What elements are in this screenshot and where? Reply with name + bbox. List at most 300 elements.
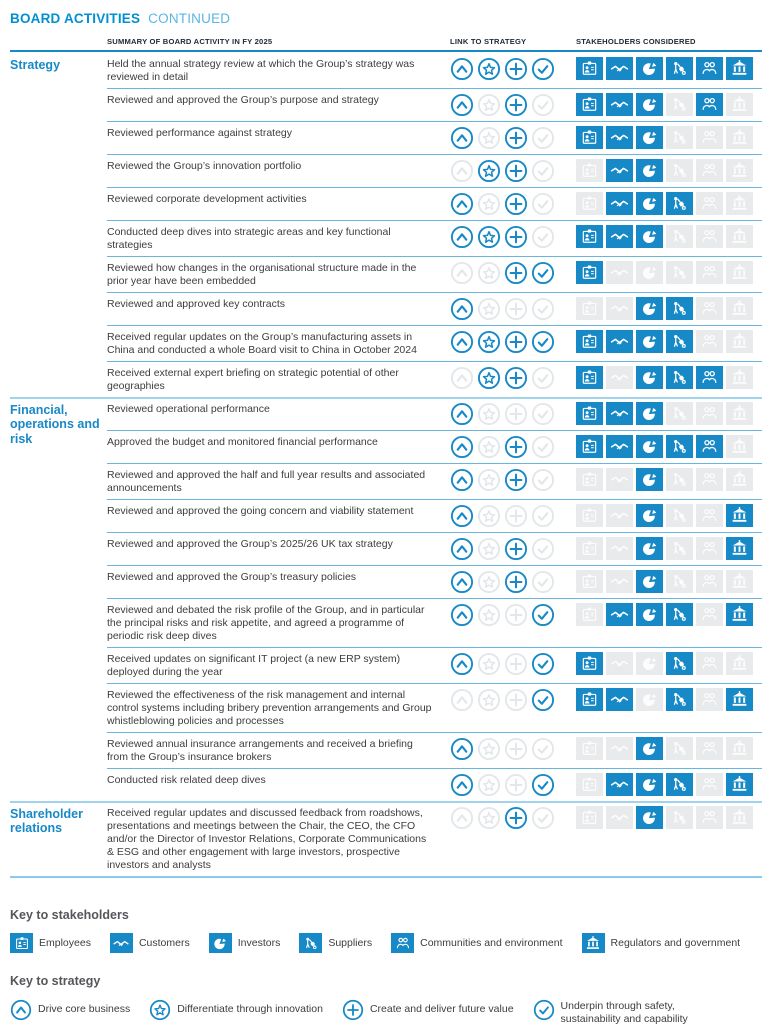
investors-icon: [636, 159, 663, 182]
suppliers-icon: [666, 366, 693, 389]
differentiate-through-innovation-icon: [477, 192, 501, 216]
investors-icon: [636, 806, 663, 829]
header-summary: SUMMARY OF BOARD ACTIVITY IN FY 2025: [107, 37, 273, 46]
regulators-and-government-icon: [726, 603, 753, 626]
drive-core-business-icon: [450, 366, 474, 390]
underpin-through-safety-icon: [531, 57, 555, 81]
link-to-strategy-icons: [450, 570, 576, 594]
stakeholders-considered-icons: [576, 688, 762, 711]
drive-core-business-icon: [450, 737, 474, 761]
customers-icon: [606, 261, 633, 284]
activity-summary: Reviewed and approved the going concern and viability statement: [107, 504, 414, 517]
customers-icon: [606, 159, 633, 182]
link-to-strategy-icons: [450, 330, 576, 354]
activity-summary: Reviewed the effectiveness of the risk management and internal control systems including bribery prevention arrangements and Group whistleblowing policies and processes: [107, 688, 432, 727]
create-and-deliver-future-value-icon: [504, 330, 528, 354]
keys-section: [10, 908, 762, 1024]
drive-core-business-icon: [450, 159, 474, 183]
table-row: [10, 499, 762, 532]
communities-and-environment-icon: [696, 330, 723, 353]
link-to-strategy-icons: [450, 504, 576, 528]
create-and-deliver-future-value-icon: [504, 570, 528, 594]
create-and-deliver-future-value-icon: [504, 737, 528, 761]
differentiate-through-innovation-icon: [477, 737, 501, 761]
investors-icon: [636, 330, 663, 353]
activity-summary: Reviewed and approved the Group’s treasury policies: [107, 570, 357, 583]
activity-summary: Reviewed how changes in the organisational structure made in the prior year have been embedded: [107, 261, 417, 287]
table-row: [10, 463, 762, 499]
create-and-deliver-future-value-icon: [504, 504, 528, 528]
employees-icon: [576, 806, 603, 829]
stakeholders-considered-icons: [576, 806, 762, 829]
investors-icon: [636, 126, 663, 149]
table-row: [10, 187, 762, 220]
activity-summary: Received updates on significant IT project (a new ERP system) deployed during the year: [107, 652, 401, 678]
differentiate-through-innovation-icon: [477, 225, 501, 249]
differentiate-through-innovation-icon: [477, 159, 501, 183]
table-row: [10, 52, 762, 88]
suppliers-icon: [299, 933, 322, 953]
customers-icon: [606, 773, 633, 796]
strategy-key-item: [149, 999, 323, 1021]
stakeholders-considered-icons: [576, 192, 762, 215]
create-and-deliver-future-value-icon: [504, 603, 528, 627]
communities-and-environment-icon: [696, 402, 723, 425]
customers-icon: [606, 126, 633, 149]
suppliers-icon: [666, 402, 693, 425]
suppliers-icon: [666, 468, 693, 491]
employees-icon: [576, 570, 603, 593]
create-and-deliver-future-value-icon: [504, 468, 528, 492]
strategy-key-label: Differentiate through innovation: [177, 1003, 323, 1016]
suppliers-icon: [666, 330, 693, 353]
key-to-stakeholders-title: Key to stakeholders: [10, 908, 129, 923]
differentiate-through-innovation-icon: [477, 261, 501, 285]
activity-summary: Held the annual strategy review at which the Group’s strategy was reviewed in detail: [107, 57, 415, 83]
regulators-and-government-icon: [726, 468, 753, 491]
link-to-strategy-icons: [450, 652, 576, 676]
table-row: [10, 801, 762, 876]
investors-icon: [636, 297, 663, 320]
drive-core-business-icon: [450, 603, 474, 627]
activity-summary: Reviewed operational performance: [107, 402, 270, 415]
create-and-deliver-future-value-icon: [504, 402, 528, 426]
communities-and-environment-icon: [696, 688, 723, 711]
underpin-through-safety-icon: [531, 603, 555, 627]
link-to-strategy-icons: [450, 468, 576, 492]
strategy-key-item: [10, 999, 130, 1021]
regulators-and-government-icon: [726, 192, 753, 215]
customers-icon: [606, 504, 633, 527]
stakeholders-considered-icons: [576, 159, 762, 182]
suppliers-icon: [666, 688, 693, 711]
link-to-strategy-icons: [450, 603, 576, 627]
drive-core-business-icon: [10, 999, 32, 1021]
link-to-strategy-icons: [450, 688, 576, 712]
drive-core-business-icon: [450, 806, 474, 830]
create-and-deliver-future-value-icon: [342, 999, 364, 1021]
section-label: Financial, operations and risk: [10, 402, 100, 446]
create-and-deliver-future-value-icon: [504, 773, 528, 797]
create-and-deliver-future-value-icon: [504, 93, 528, 117]
communities-and-environment-icon: [696, 93, 723, 116]
activity-summary: Reviewed and debated the risk profile of the Group, and in particular the principal risks and risk appetite, and agreed a programme of periodic risk deep dives: [107, 603, 425, 642]
suppliers-icon: [666, 297, 693, 320]
communities-and-environment-icon: [696, 192, 723, 215]
suppliers-icon: [666, 737, 693, 760]
communities-and-environment-icon: [696, 297, 723, 320]
create-and-deliver-future-value-icon: [504, 57, 528, 81]
create-and-deliver-future-value-icon: [504, 225, 528, 249]
investors-icon: [636, 688, 663, 711]
drive-core-business-icon: [450, 225, 474, 249]
drive-core-business-icon: [450, 570, 474, 594]
create-and-deliver-future-value-icon: [504, 652, 528, 676]
suppliers-icon: [666, 126, 693, 149]
regulators-and-government-icon: [726, 297, 753, 320]
employees-icon: [576, 652, 603, 675]
investors-icon: [636, 93, 663, 116]
strategy-key-row: [10, 999, 762, 1024]
regulators-and-government-icon: [726, 225, 753, 248]
link-to-strategy-icons: [450, 806, 576, 830]
stakeholder-key-label: Employees: [39, 937, 91, 950]
underpin-through-safety-icon: [531, 504, 555, 528]
activity-summary: Conducted risk related deep dives: [107, 773, 266, 786]
customers-icon: [606, 225, 633, 248]
underpin-through-safety-icon: [531, 773, 555, 797]
table-row: [10, 532, 762, 565]
underpin-through-safety-icon: [531, 330, 555, 354]
differentiate-through-innovation-icon: [477, 366, 501, 390]
drive-core-business-icon: [450, 468, 474, 492]
regulators-and-government-icon: [726, 652, 753, 675]
stakeholder-key-item: [110, 933, 190, 953]
customers-icon: [606, 402, 633, 425]
regulators-and-government-icon: [726, 570, 753, 593]
suppliers-icon: [666, 570, 693, 593]
drive-core-business-icon: [450, 435, 474, 459]
differentiate-through-innovation-icon: [477, 504, 501, 528]
regulators-and-government-icon: [726, 402, 753, 425]
strategy-key-item: [533, 999, 713, 1024]
employees-icon: [576, 537, 603, 560]
differentiate-through-innovation-icon: [477, 435, 501, 459]
investors-icon: [636, 603, 663, 626]
stakeholder-key-item: [10, 933, 91, 953]
link-to-strategy-icons: [450, 737, 576, 761]
customers-icon: [606, 93, 633, 116]
board-activities-table: [10, 35, 762, 878]
drive-core-business-icon: [450, 330, 474, 354]
underpin-through-safety-icon: [531, 402, 555, 426]
drive-core-business-icon: [450, 402, 474, 426]
header-spacer: [10, 38, 107, 46]
underpin-through-safety-icon: [531, 570, 555, 594]
stakeholder-key-item: [209, 933, 281, 953]
differentiate-through-innovation-icon: [477, 93, 501, 117]
underpin-through-safety-icon: [531, 126, 555, 150]
communities-and-environment-icon: [696, 806, 723, 829]
header-stakeholders: STAKEHOLDERS CONSIDERED: [576, 37, 696, 46]
activity-summary: Reviewed the Group’s innovation portfolio: [107, 159, 302, 172]
strategy-key-label: Drive core business: [38, 1003, 131, 1016]
employees-icon: [576, 504, 603, 527]
differentiate-through-innovation-icon: [477, 297, 501, 321]
drive-core-business-icon: [450, 93, 474, 117]
underpin-through-safety-icon: [531, 652, 555, 676]
drive-core-business-icon: [450, 537, 474, 561]
employees-icon: [576, 261, 603, 284]
underpin-through-safety-icon: [531, 537, 555, 561]
regulators-and-government-icon: [726, 806, 753, 829]
customers-icon: [606, 57, 633, 80]
activity-summary: Reviewed and approved key contracts: [107, 297, 286, 310]
regulators-and-government-icon: [726, 330, 753, 353]
drive-core-business-icon: [450, 192, 474, 216]
table-row: [10, 361, 762, 397]
suppliers-icon: [666, 504, 693, 527]
differentiate-through-innovation-icon: [477, 57, 501, 81]
page-title: [10, 11, 762, 26]
communities-and-environment-icon: [696, 504, 723, 527]
customers-icon: [606, 435, 633, 458]
employees-icon: [10, 933, 33, 953]
regulators-and-government-icon: [726, 261, 753, 284]
employees-icon: [576, 603, 603, 626]
employees-icon: [576, 297, 603, 320]
differentiate-through-innovation-icon: [477, 773, 501, 797]
underpin-through-safety-icon: [531, 297, 555, 321]
stakeholders-considered-icons: [576, 330, 762, 353]
activity-summary: Reviewed performance against strategy: [107, 126, 293, 139]
table-row: [10, 732, 762, 768]
create-and-deliver-future-value-icon: [504, 261, 528, 285]
drive-core-business-icon: [450, 297, 474, 321]
stakeholders-considered-icons: [576, 366, 762, 389]
stakeholders-considered-icons: [576, 652, 762, 675]
investors-icon: [636, 261, 663, 284]
drive-core-business-icon: [450, 773, 474, 797]
regulators-and-government-icon: [726, 366, 753, 389]
communities-and-environment-icon: [696, 366, 723, 389]
investors-icon: [636, 504, 663, 527]
create-and-deliver-future-value-icon: [504, 366, 528, 390]
suppliers-icon: [666, 603, 693, 626]
investors-icon: [636, 537, 663, 560]
differentiate-through-innovation-icon: [477, 570, 501, 594]
communities-and-environment-icon: [696, 570, 723, 593]
activity-summary: Reviewed corporate development activities: [107, 192, 307, 205]
table-row: [10, 598, 762, 647]
regulators-and-government-icon: [726, 435, 753, 458]
underpin-through-safety-icon: [531, 435, 555, 459]
activity-summary: Reviewed and approved the Group’s purpose and strategy: [107, 93, 379, 106]
differentiate-through-innovation-icon: [477, 603, 501, 627]
underpin-through-safety-icon: [531, 93, 555, 117]
employees-icon: [576, 773, 603, 796]
suppliers-icon: [666, 159, 693, 182]
create-and-deliver-future-value-icon: [504, 126, 528, 150]
section-label: Shareholder relations: [10, 806, 83, 836]
regulators-and-government-icon: [582, 933, 605, 953]
stakeholder-key-item: [299, 933, 372, 953]
strategy-key-item: [342, 999, 514, 1021]
table-row: [10, 256, 762, 292]
stakeholders-considered-icons: [576, 435, 762, 458]
stakeholders-considered-icons: [576, 297, 762, 320]
drive-core-business-icon: [450, 504, 474, 528]
customers-icon: [606, 570, 633, 593]
communities-and-environment-icon: [696, 435, 723, 458]
stakeholder-key-label: Communities and environment: [420, 937, 563, 950]
suppliers-icon: [666, 773, 693, 796]
customers-icon: [606, 688, 633, 711]
differentiate-through-innovation-icon: [477, 330, 501, 354]
page-title-continued: CONTINUED: [148, 11, 231, 26]
create-and-deliver-future-value-icon: [504, 806, 528, 830]
investors-icon: [636, 366, 663, 389]
table-row: [10, 430, 762, 463]
create-and-deliver-future-value-icon: [504, 435, 528, 459]
create-and-deliver-future-value-icon: [504, 688, 528, 712]
strategy-key-label: Underpin through safety, sustainability and capability: [560, 1000, 688, 1024]
stakeholders-considered-icons: [576, 93, 762, 116]
underpin-through-safety-icon: [533, 999, 555, 1021]
link-to-strategy-icons: [450, 93, 576, 117]
underpin-through-safety-icon: [531, 737, 555, 761]
customers-icon: [606, 297, 633, 320]
customers-icon: [110, 933, 133, 953]
regulators-and-government-icon: [726, 57, 753, 80]
differentiate-through-innovation-icon: [477, 806, 501, 830]
investors-icon: [636, 402, 663, 425]
stakeholder-key-label: Suppliers: [328, 937, 373, 950]
table-row: [10, 292, 762, 325]
investors-icon: [636, 773, 663, 796]
employees-icon: [576, 330, 603, 353]
suppliers-icon: [666, 57, 693, 80]
stakeholders-considered-icons: [576, 225, 762, 248]
employees-icon: [576, 468, 603, 491]
customers-icon: [606, 737, 633, 760]
activity-summary: Approved the budget and monitored financial performance: [107, 435, 378, 448]
create-and-deliver-future-value-icon: [504, 537, 528, 561]
employees-icon: [576, 93, 603, 116]
differentiate-through-innovation-icon: [477, 126, 501, 150]
communities-and-environment-icon: [696, 225, 723, 248]
suppliers-icon: [666, 192, 693, 215]
stakeholders-considered-icons: [576, 773, 762, 796]
link-to-strategy-icons: [450, 366, 576, 390]
stakeholders-key-row: [10, 933, 762, 953]
stakeholders-considered-icons: [576, 504, 762, 527]
table-row: [10, 220, 762, 256]
suppliers-icon: [666, 537, 693, 560]
stakeholders-considered-icons: [576, 57, 762, 80]
underpin-through-safety-icon: [531, 688, 555, 712]
strategy-key-label: Create and deliver future value: [369, 1003, 514, 1016]
employees-icon: [576, 435, 603, 458]
regulators-and-government-icon: [726, 537, 753, 560]
suppliers-icon: [666, 652, 693, 675]
drive-core-business-icon: [450, 57, 474, 81]
stakeholders-considered-icons: [576, 126, 762, 149]
table-row: [10, 121, 762, 154]
suppliers-icon: [666, 435, 693, 458]
differentiate-through-innovation-icon: [149, 999, 171, 1021]
stakeholders-considered-icons: [576, 402, 762, 425]
differentiate-through-innovation-icon: [477, 688, 501, 712]
investors-icon: [636, 570, 663, 593]
link-to-strategy-icons: [450, 192, 576, 216]
differentiate-through-innovation-icon: [477, 468, 501, 492]
activity-summary: Received regular updates and discussed feedback from roadshows, presentations and meetings between the Chair, the CEO, the CFO and/or the Director of Investor Relations, Corporate Communications & ESG and other engagement with large investors, prospective investors and analysts: [107, 806, 427, 871]
underpin-through-safety-icon: [531, 366, 555, 390]
customers-icon: [606, 652, 633, 675]
drive-core-business-icon: [450, 261, 474, 285]
differentiate-through-innovation-icon: [477, 402, 501, 426]
table-row: [10, 325, 762, 361]
customers-icon: [606, 603, 633, 626]
investors-icon: [636, 435, 663, 458]
communities-and-environment-icon: [696, 261, 723, 284]
link-to-strategy-icons: [450, 261, 576, 285]
investors-icon: [636, 225, 663, 248]
link-to-strategy-icons: [450, 537, 576, 561]
investors-icon: [636, 468, 663, 491]
employees-icon: [576, 688, 603, 711]
stakeholder-key-item: [391, 933, 562, 953]
link-to-strategy-icons: [450, 402, 576, 426]
link-to-strategy-icons: [450, 297, 576, 321]
activity-summary: Received regular updates on the Group’s manufacturing assets in China and conducted a whole Board visit to China in October 2024: [107, 330, 417, 356]
stakeholder-key-label: Investors: [237, 937, 281, 950]
link-to-strategy-icons: [450, 159, 576, 183]
communities-and-environment-icon: [696, 737, 723, 760]
communities-and-environment-icon: [696, 159, 723, 182]
table-row: [10, 154, 762, 187]
table-row: [10, 683, 762, 732]
underpin-through-safety-icon: [531, 159, 555, 183]
page-title-main: BOARD ACTIVITIES: [10, 11, 141, 26]
communities-and-environment-icon: [696, 126, 723, 149]
stakeholders-considered-icons: [576, 737, 762, 760]
activity-summary: Reviewed annual insurance arrangements and received a briefing from the Group’s insurance brokers: [107, 737, 413, 763]
suppliers-icon: [666, 225, 693, 248]
key-to-strategy-title: Key to strategy: [10, 974, 101, 989]
table-row: [10, 88, 762, 121]
investors-icon: [209, 933, 232, 953]
employees-icon: [576, 225, 603, 248]
regulators-and-government-icon: [726, 737, 753, 760]
regulators-and-government-icon: [726, 688, 753, 711]
employees-icon: [576, 159, 603, 182]
employees-icon: [576, 126, 603, 149]
activity-summary: Received external expert briefing on strategic potential of other geographies: [107, 366, 399, 392]
underpin-through-safety-icon: [531, 261, 555, 285]
link-to-strategy-icons: [450, 57, 576, 81]
communities-and-environment-icon: [696, 773, 723, 796]
customers-icon: [606, 192, 633, 215]
employees-icon: [576, 402, 603, 425]
stakeholder-key-label: Customers: [138, 937, 190, 950]
customers-icon: [606, 468, 633, 491]
create-and-deliver-future-value-icon: [504, 192, 528, 216]
drive-core-business-icon: [450, 126, 474, 150]
link-to-strategy-icons: [450, 435, 576, 459]
customers-icon: [606, 366, 633, 389]
